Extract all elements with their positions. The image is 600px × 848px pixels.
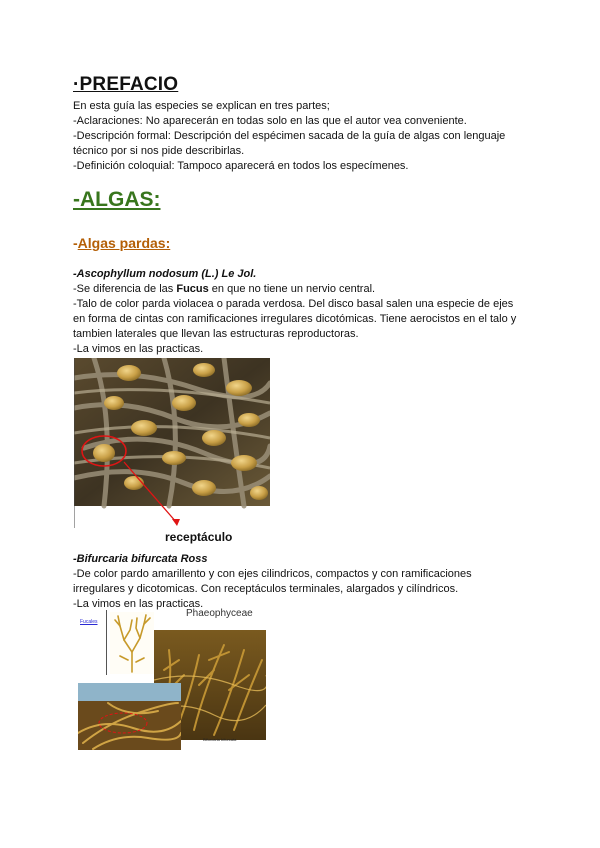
species2-line-2: irregulares y dicotomicas. Con receptáculos terminales, alargados y cilíndricos. bbox=[73, 583, 459, 595]
species2-line-3: -La vimos en las practicas. bbox=[73, 598, 204, 610]
prefacio-line-5: -Definición coloquial: Tampoco aparecerá en todos los especímenes. bbox=[73, 160, 409, 172]
species1-line-1-pre: -Se diferencia de las bbox=[73, 283, 177, 295]
algas-pardas-heading bbox=[73, 235, 170, 251]
receptaculo-caption: receptáculo bbox=[165, 530, 233, 544]
algas-pardas-dash: - bbox=[73, 235, 78, 251]
prefacio-line-2: -Aclaraciones: No aparecerán en todas solo en las que el autor vea conveniente. bbox=[73, 115, 467, 127]
prefacio-line-3: -Descripción formal: Descripción del espécimen sacada de la guía de algas con lenguaje bbox=[73, 130, 506, 142]
algas-heading: -ALGAS: bbox=[73, 188, 161, 211]
species1-line-5: -La vimos en las practicas. bbox=[73, 343, 204, 355]
species1-line-1-post: en que no tiene un nervio central. bbox=[208, 283, 376, 295]
algas-pardas-label: Algas pardas: bbox=[77, 235, 171, 251]
ascophyllum-photo bbox=[74, 358, 270, 528]
species2-name: -Bifurcaria bifurcata Ross bbox=[73, 553, 208, 565]
prefacio-line-4: técnico por si nos pide describirlas. bbox=[73, 145, 245, 157]
bifurcaria-photo-inset bbox=[78, 683, 181, 750]
bifurcaria-drawing bbox=[110, 612, 154, 674]
figure-divider bbox=[106, 610, 107, 675]
species2-line-1: -De color pardo amarillento y con ejes cilindricos, compactos y con ramificaciones bbox=[73, 568, 472, 580]
fucales-link[interactable]: Fucales bbox=[80, 619, 98, 625]
species1-fucus: Fucus bbox=[176, 283, 209, 295]
species1-line-1 bbox=[73, 282, 375, 297]
species1-line-3: en forma de cintas con ramificaciones irregulares dicotómicas. Tiene aerocistos en el talo y bbox=[73, 313, 517, 325]
species1-line-2: -Talo de color parda violacea o parada verdosa. Del disco basal salen una especie de ejes bbox=[73, 298, 514, 310]
species1-name: -Ascophyllum nodosum (L.) Le Jol. bbox=[73, 268, 257, 280]
species1-line-4: tambien laterales que llevan las estructuras reproductoras. bbox=[73, 328, 359, 340]
phaeophyceae-label: Phaeophyceae bbox=[186, 608, 253, 619]
prefacio-line-1: En esta guía las especies se explican en tres partes; bbox=[73, 100, 330, 112]
bifurcaria-small-caption: Bifurcaria bifurcata bbox=[203, 737, 237, 742]
prefacio-heading: ·PREFACIO bbox=[73, 74, 179, 95]
